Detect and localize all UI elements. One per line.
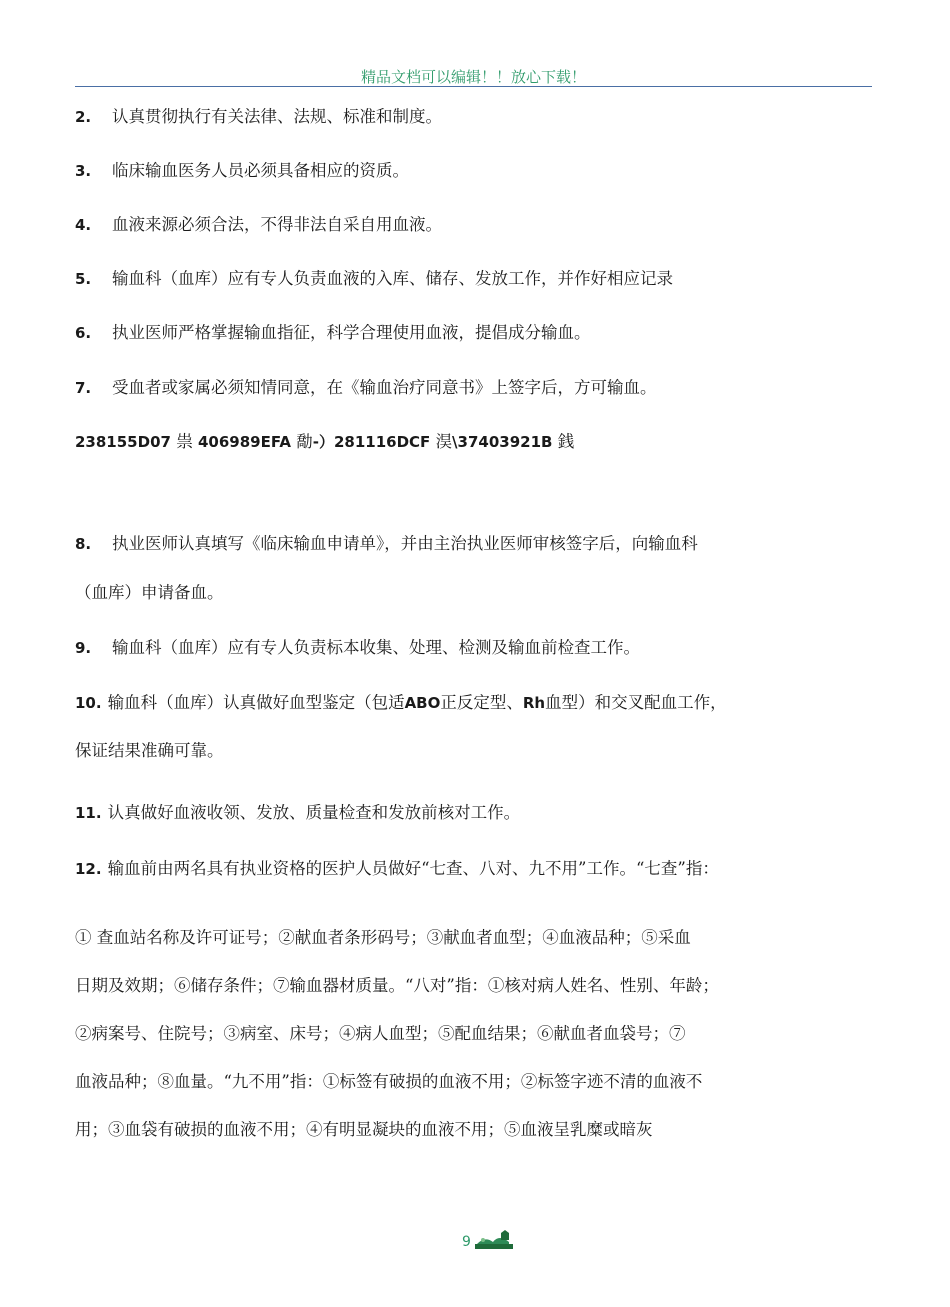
green-landscape-logo-icon <box>475 1230 513 1254</box>
list-item <box>75 534 815 554</box>
body-line: 日期及效期；⑥储存条件；⑦输血器材质量。“八对”指：①核对病人姓名、性别、年龄； <box>75 976 719 995</box>
item-text: Rh <box>522 694 546 712</box>
code-segment: -）281116DCF <box>312 433 431 451</box>
item-text: 临床输血医务人员必须具备相应的资质。 <box>112 161 409 180</box>
code-char: 勪 <box>296 432 313 451</box>
header-divider <box>75 86 872 87</box>
item-text: 正反定型、 <box>440 693 523 712</box>
item-text: 输血科（血库）应有专人负责标本收集、处理、检测及输血前检查工作。 <box>112 638 640 657</box>
item-number: 11. <box>75 804 102 822</box>
item-text: 输血科（血库）认真做好血型鉴定（包适 <box>107 693 405 712</box>
code-segment: 406989EFA <box>197 433 291 451</box>
item-text: 认真贯彻执行有关法律、法规、标准和制度。 <box>112 107 442 126</box>
list-item <box>75 161 815 181</box>
body-line: 血液品种；⑧血量。“九不用”指：①标签有破损的血液不用；②标签字迹不清的血液不 <box>75 1072 703 1091</box>
item-continuation: （血库）申请备血。 <box>75 583 224 602</box>
list-item <box>75 215 815 235</box>
code-segment: \37403921B <box>452 433 553 451</box>
body-line: 用；③血袋有破损的血液不用；④有明显凝块的血液不用；⑤血液呈乳糜或暗灰 <box>75 1120 653 1139</box>
list-item <box>75 378 815 398</box>
page-number: 9 <box>462 1234 471 1250</box>
item-text: 执业医师严格掌握输血指征，科学合理使用血液，提倡成分输血。 <box>112 323 591 342</box>
list-item <box>75 803 815 823</box>
item-number: 8. <box>75 535 92 553</box>
list-item <box>75 693 815 713</box>
item-continuation: 保证结果准确可靠。 <box>75 741 224 760</box>
page-footer <box>462 1230 513 1254</box>
item-number: 4. <box>75 216 92 234</box>
item-number: 12. <box>75 860 102 878</box>
page-header: 精品文档可以编辑！！放心下载！ <box>360 68 586 86</box>
item-text: 认真做好血液收领、发放、质量检查和发放前核对工作。 <box>107 803 521 822</box>
list-item <box>75 269 815 289</box>
body-line: ① 查血站名称及许可证号；②献血者条形码号；③献血者血型；④血液品种；⑤采血 <box>75 928 691 947</box>
item-text: ABO <box>404 694 441 712</box>
item-text: 输血前由两名具有执业资格的医护人员做好“七查、八对、九不用”工作。“七查”指： <box>107 859 719 878</box>
item-text: 血型）和交叉配血工作， <box>545 693 727 712</box>
item-number: 5. <box>75 270 92 288</box>
list-item <box>75 638 815 658</box>
item-number: 9. <box>75 639 92 657</box>
item-text: 受血者或家属必须知情同意，在《输血治疗同意书》上签字后，方可输血。 <box>112 378 657 397</box>
item-number: 3. <box>75 162 92 180</box>
code-line <box>75 432 815 452</box>
list-item <box>75 107 815 127</box>
list-item <box>75 859 815 879</box>
item-number: 10. <box>75 694 102 712</box>
item-number: 6. <box>75 324 92 342</box>
code-char: 祟 <box>176 432 193 451</box>
item-text: 执业医师认真填写《临床输血申请单》，并由主治执业医师审核签字后，向输血科 <box>112 534 698 553</box>
item-text: 输血科（血库）应有专人负责血液的入库、储存、发放工作，并作好相应记录 <box>112 269 673 288</box>
item-number: 2. <box>75 108 92 126</box>
item-number: 7. <box>75 379 92 397</box>
list-item <box>75 323 815 343</box>
item-text: 血液来源必须合法，不得非法自采自用血液。 <box>112 215 442 234</box>
code-char: 淏 <box>435 432 453 451</box>
code-char: 銭 <box>557 432 575 451</box>
code-segment: 238155D07 <box>75 433 171 451</box>
body-line: ②病案号、住院号；③病室、床号；④病人血型；⑤配血结果；⑥献血者血袋号；⑦ <box>75 1024 686 1043</box>
